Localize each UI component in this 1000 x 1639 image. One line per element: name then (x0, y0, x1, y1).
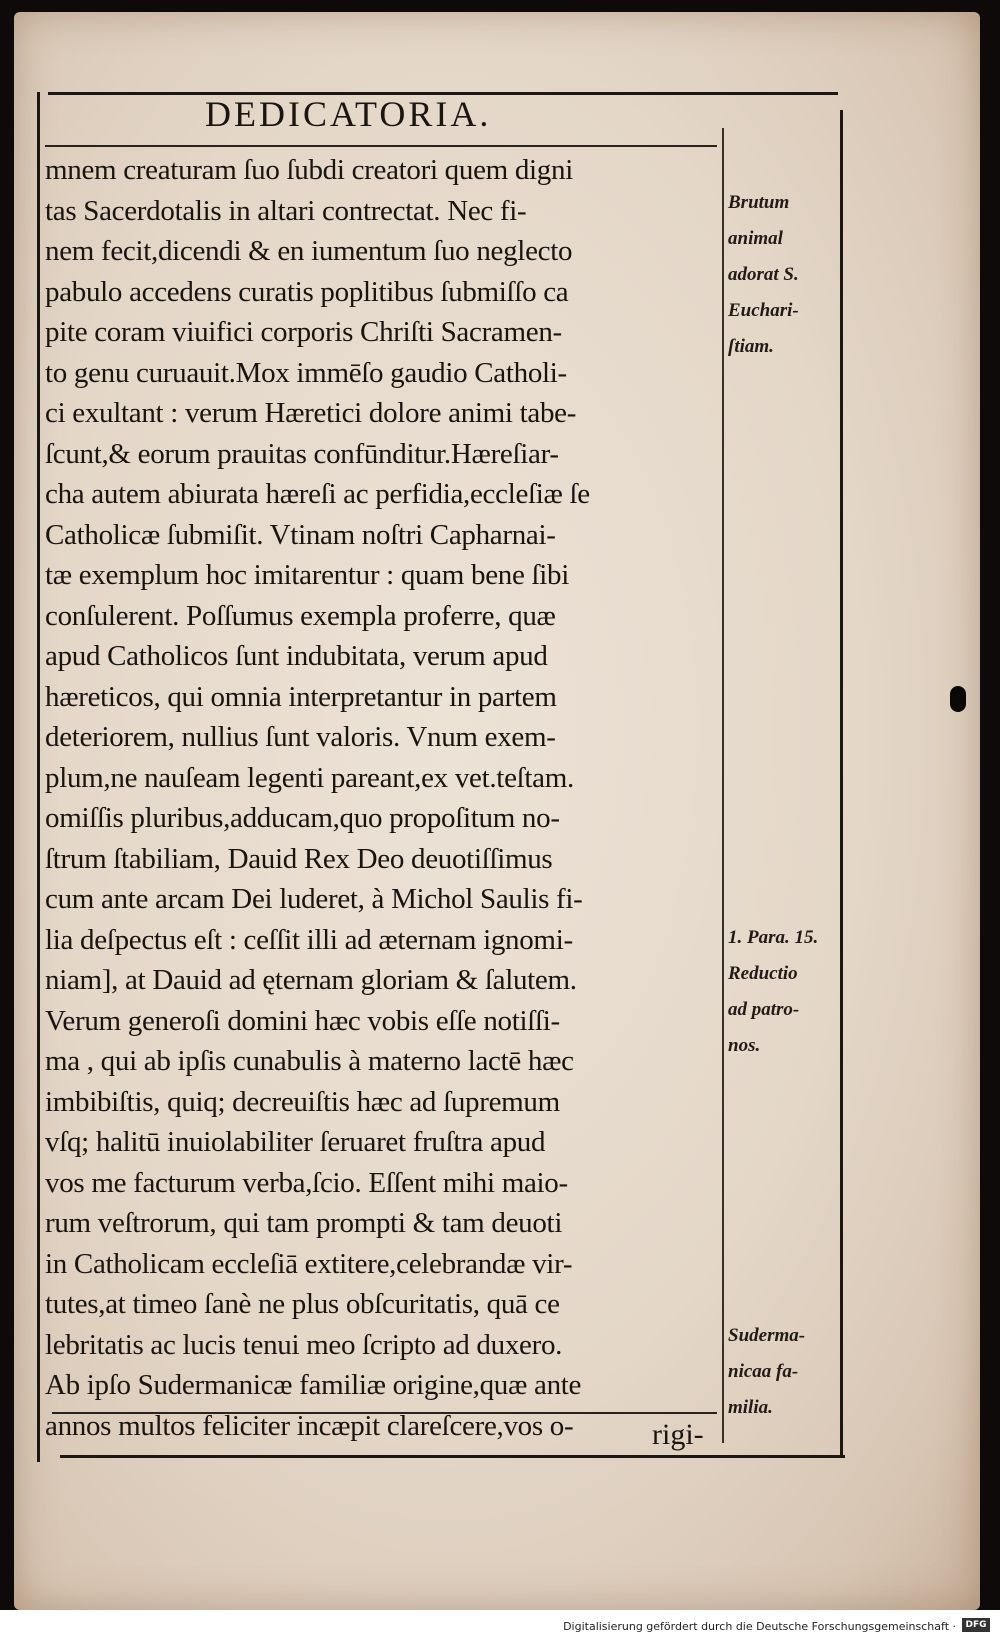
digitization-credit: Digitalisierung gefördert durch die Deutsche Forschungsgemeinschaft · (563, 1620, 956, 1633)
text-line: apud Catholicos ſunt indubitata, verum apud (45, 640, 548, 672)
frame-bottom-rule (60, 1455, 845, 1458)
text-line: cum ante arcam Dei luderet, à Michol Saulis fi- (45, 883, 583, 915)
margin-note-line: Brutum (728, 192, 790, 213)
text-line: tas Sacerdotalis in altari contrectat. Nec fi- (45, 194, 527, 227)
margin-note-line: nos. (728, 1035, 761, 1056)
text-line: ſtrum ſtabiliam, Dauid Rex Deo deuotiſſimus (45, 842, 553, 875)
text-line: lebritatis ac lucis tenui meo ſcripto ad duxero. (45, 1328, 563, 1361)
text-line: in Catholicam eccleſiā extitere,celebrandæ vir- (45, 1247, 573, 1280)
frame-left-rule (37, 92, 40, 1462)
text-line: cha autem abiurata hæreſi ac perfidia,eccleſiæ ſe (45, 478, 590, 510)
text-line: lia deſpectus eſt : ceſſit illi ad æternam ignomi- (45, 923, 573, 956)
text-line: deteriorem, nullius ſunt valoris. Vnum exem- (45, 721, 556, 753)
text-line: Ab ipſo Sudermanicæ familiæ origine,quæ ante (45, 1369, 582, 1401)
margin-note-line: animal (728, 228, 783, 249)
text-line: mnem creaturam ſuo ſubdi creatori quem digni (45, 154, 573, 186)
margin-note-line: Reductio (728, 963, 798, 984)
text-line: niam], at Dauid ad ęternam gloriam & ſalutem. (45, 964, 577, 996)
text-line: to genu curuauit.Mox immēſo gaudio Catholi- (45, 356, 567, 389)
text-line: ſcunt,& eorum prauitas confūnditur.Hæreſiar- (45, 437, 559, 470)
running-head: DEDICATORIA. (205, 94, 492, 134)
margin-note-line: ad patro- (728, 999, 800, 1020)
text-line: Verum generoſi domini hæc vobis eſſe notiſſi- (45, 1004, 560, 1037)
text-line: conſulerent. Poſſumus exempla proferre, quæ (45, 599, 556, 632)
text-line: annos multos feliciter incæpit clareſcere,vos o- (45, 1409, 574, 1442)
text-line: ma , qui ab ipſis cunabulis à materno lactē hæc (45, 1045, 574, 1077)
catchword: rigi- (652, 1418, 704, 1451)
margin-note-line: milia. (728, 1397, 773, 1418)
text-line: plum,ne nauſeam legenti pareant,ex vet.teſtam. (45, 761, 574, 794)
margin-note-line: Suderma- (728, 1325, 806, 1346)
margin-note-sudermanica (728, 1318, 843, 1426)
margin-note-line: ſtiam. (728, 336, 774, 357)
margin-note-line: adorat S. (728, 264, 799, 285)
text-line: omiſſis pluribus,adducam,quo propoſitum no- (45, 802, 560, 834)
margin-note-brutum (728, 185, 843, 365)
text-line: imbibiſtis, quiq; decreuiſtis hæc ad ſupremum (45, 1085, 560, 1118)
body-text (45, 150, 720, 1446)
dfg-logo: DFG (962, 1618, 990, 1632)
text-line: tæ exemplum hoc imitarentur : quam bene ſibi (45, 559, 569, 591)
text-line: pabulo accedens curatis poplitibus ſubmiſſo ca (45, 275, 569, 308)
text-line: tutes,at timeo ſanè ne plus obſcuritatis, quā ce (45, 1288, 560, 1320)
margin-note-line: nicaa fa- (728, 1361, 799, 1382)
text-line: nem fecit,dicendi & en iumentum ſuo neglecto (45, 235, 573, 267)
text-line: Catholicæ ſubmiſit. Vtinam noſtri Capharnai- (45, 518, 556, 551)
margin-column-divider (722, 128, 724, 1443)
binding-hole (950, 686, 966, 712)
text-line: pite coram viuifici corporis Chriſti Sacramen- (45, 316, 562, 348)
text-line: vos me facturum verba,ſcio. Eſſent mihi maio- (45, 1166, 568, 1199)
text-line: hæreticos, qui omnia interpretantur in partem (45, 680, 557, 713)
text-line: ci exultant : verum Hæretici dolore animi tabe- (45, 397, 577, 429)
margin-note-reductio (728, 920, 843, 1064)
margin-note-line: Euchari- (728, 300, 799, 321)
margin-note-line: 1. Para. 15. (728, 927, 819, 948)
text-line: vſq; halitū inuiolabiliter ſeruaret fruſtra apud (45, 1126, 546, 1158)
header-rule (45, 145, 717, 147)
text-line: rum veſtrorum, qui tam prompti & tam deuoti (45, 1207, 563, 1239)
